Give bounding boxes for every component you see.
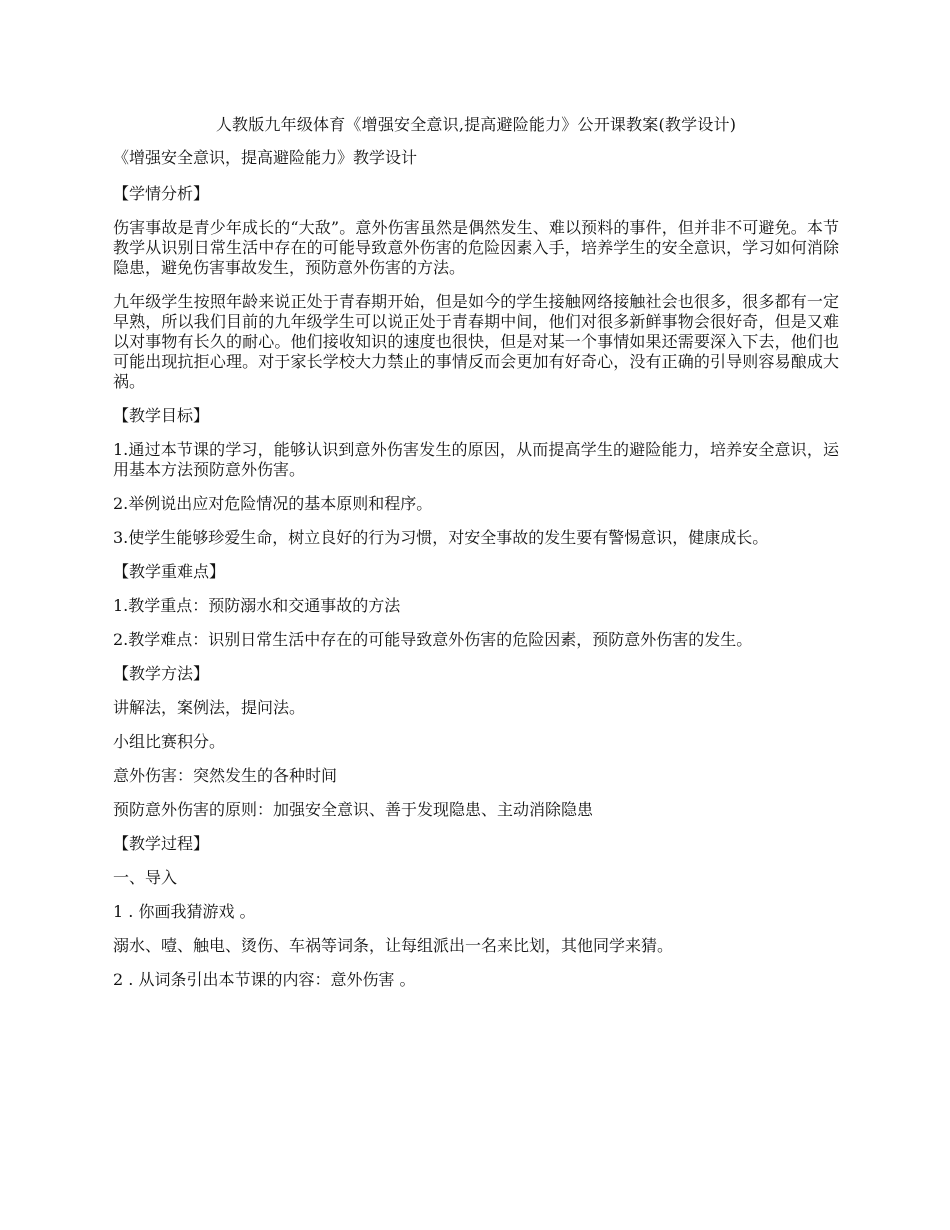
goal-item-2: 2.举例说出应对危险情况的基本原则和程序。 bbox=[113, 494, 433, 513]
process-item-3: 2 . 从词条引出本节课的内容：意外伤害 。 bbox=[113, 970, 416, 989]
document-subtitle: 《增强安全意识，提高避险能力》教学设计 bbox=[113, 148, 418, 167]
keypoint-item-2: 2.教学难点：识别日常生活中存在的可能导致意外伤害的危险因素，预防意外伤害的发生。 bbox=[113, 630, 753, 649]
method-item-3: 意外伤害：突然发生的各种时间 bbox=[113, 766, 338, 785]
analysis-paragraph-1: 伤害事故是青少年成长的“大敌”。意外伤害虽然是偶然发生、难以预料的事件，但并非不可避免。本节教学从识别日常生活中存在的可能导致意外伤害的危险因素入手，培养学生的安全意识，学习如何消除隐患，避免伤害事故发生，预防意外伤害的方法。 bbox=[113, 218, 839, 277]
section-heading-keypoints: 【教学重难点】 bbox=[113, 562, 226, 581]
method-item-4: 预防意外伤害的原则：加强安全意识、善于发现隐患、主动消除隐患 bbox=[113, 800, 594, 819]
process-item-2: 溺水、噎、触电、烫伤、车祸等词条，让每组派出一名来比划，其他同学来猜。 bbox=[113, 936, 674, 955]
goal-item-3: 3.使学生能够珍爱生命，树立良好的行为习惯，对安全事故的发生要有警惕意识，健康成长。 bbox=[113, 528, 769, 547]
method-item-1: 讲解法，案例法，提问法。 bbox=[113, 698, 306, 717]
section-heading-goals: 【教学目标】 bbox=[113, 406, 210, 425]
document-page bbox=[113, 112, 839, 1004]
process-item-1: 1 . 你画我猜游戏 。 bbox=[113, 902, 256, 921]
section-heading-methods: 【教学方法】 bbox=[113, 664, 210, 683]
goal-item-1: 1.通过本节课的学习，能够认识到意外伤害发生的原因，从而提高学生的避险能力，培养安全意识，运用基本方法预防意外伤害。 bbox=[113, 440, 839, 479]
section-heading-process: 【教学过程】 bbox=[113, 834, 210, 853]
section-heading-analysis: 【学情分析】 bbox=[113, 184, 210, 203]
method-item-2: 小组比赛积分。 bbox=[113, 732, 226, 751]
analysis-paragraph-2: 九年级学生按照年龄来说正处于青春期开始，但是如今的学生接触网络接触社会也很多，很多都有一定早熟，所以我们目前的九年级学生可以说正处于青春期中间，他们对很多新鲜事物会很好奇，但是又难以对事物有长久的耐心。他们接收知识的速度也很快，但是对某一个事情如果还需要深入下去，他们也可能出现抗拒心理。对于家长学校大力禁止的事情反而会更加有好奇心，没有正确的引导则容易酿成大祸。 bbox=[113, 292, 839, 391]
process-step-heading: 一、导入 bbox=[113, 868, 178, 887]
keypoint-item-1: 1.教学重点：预防溺水和交通事故的方法 bbox=[113, 596, 401, 615]
document-title: 人教版九年级体育《增强安全意识,提高避险能力》公开课教案(教学设计) bbox=[215, 115, 737, 134]
